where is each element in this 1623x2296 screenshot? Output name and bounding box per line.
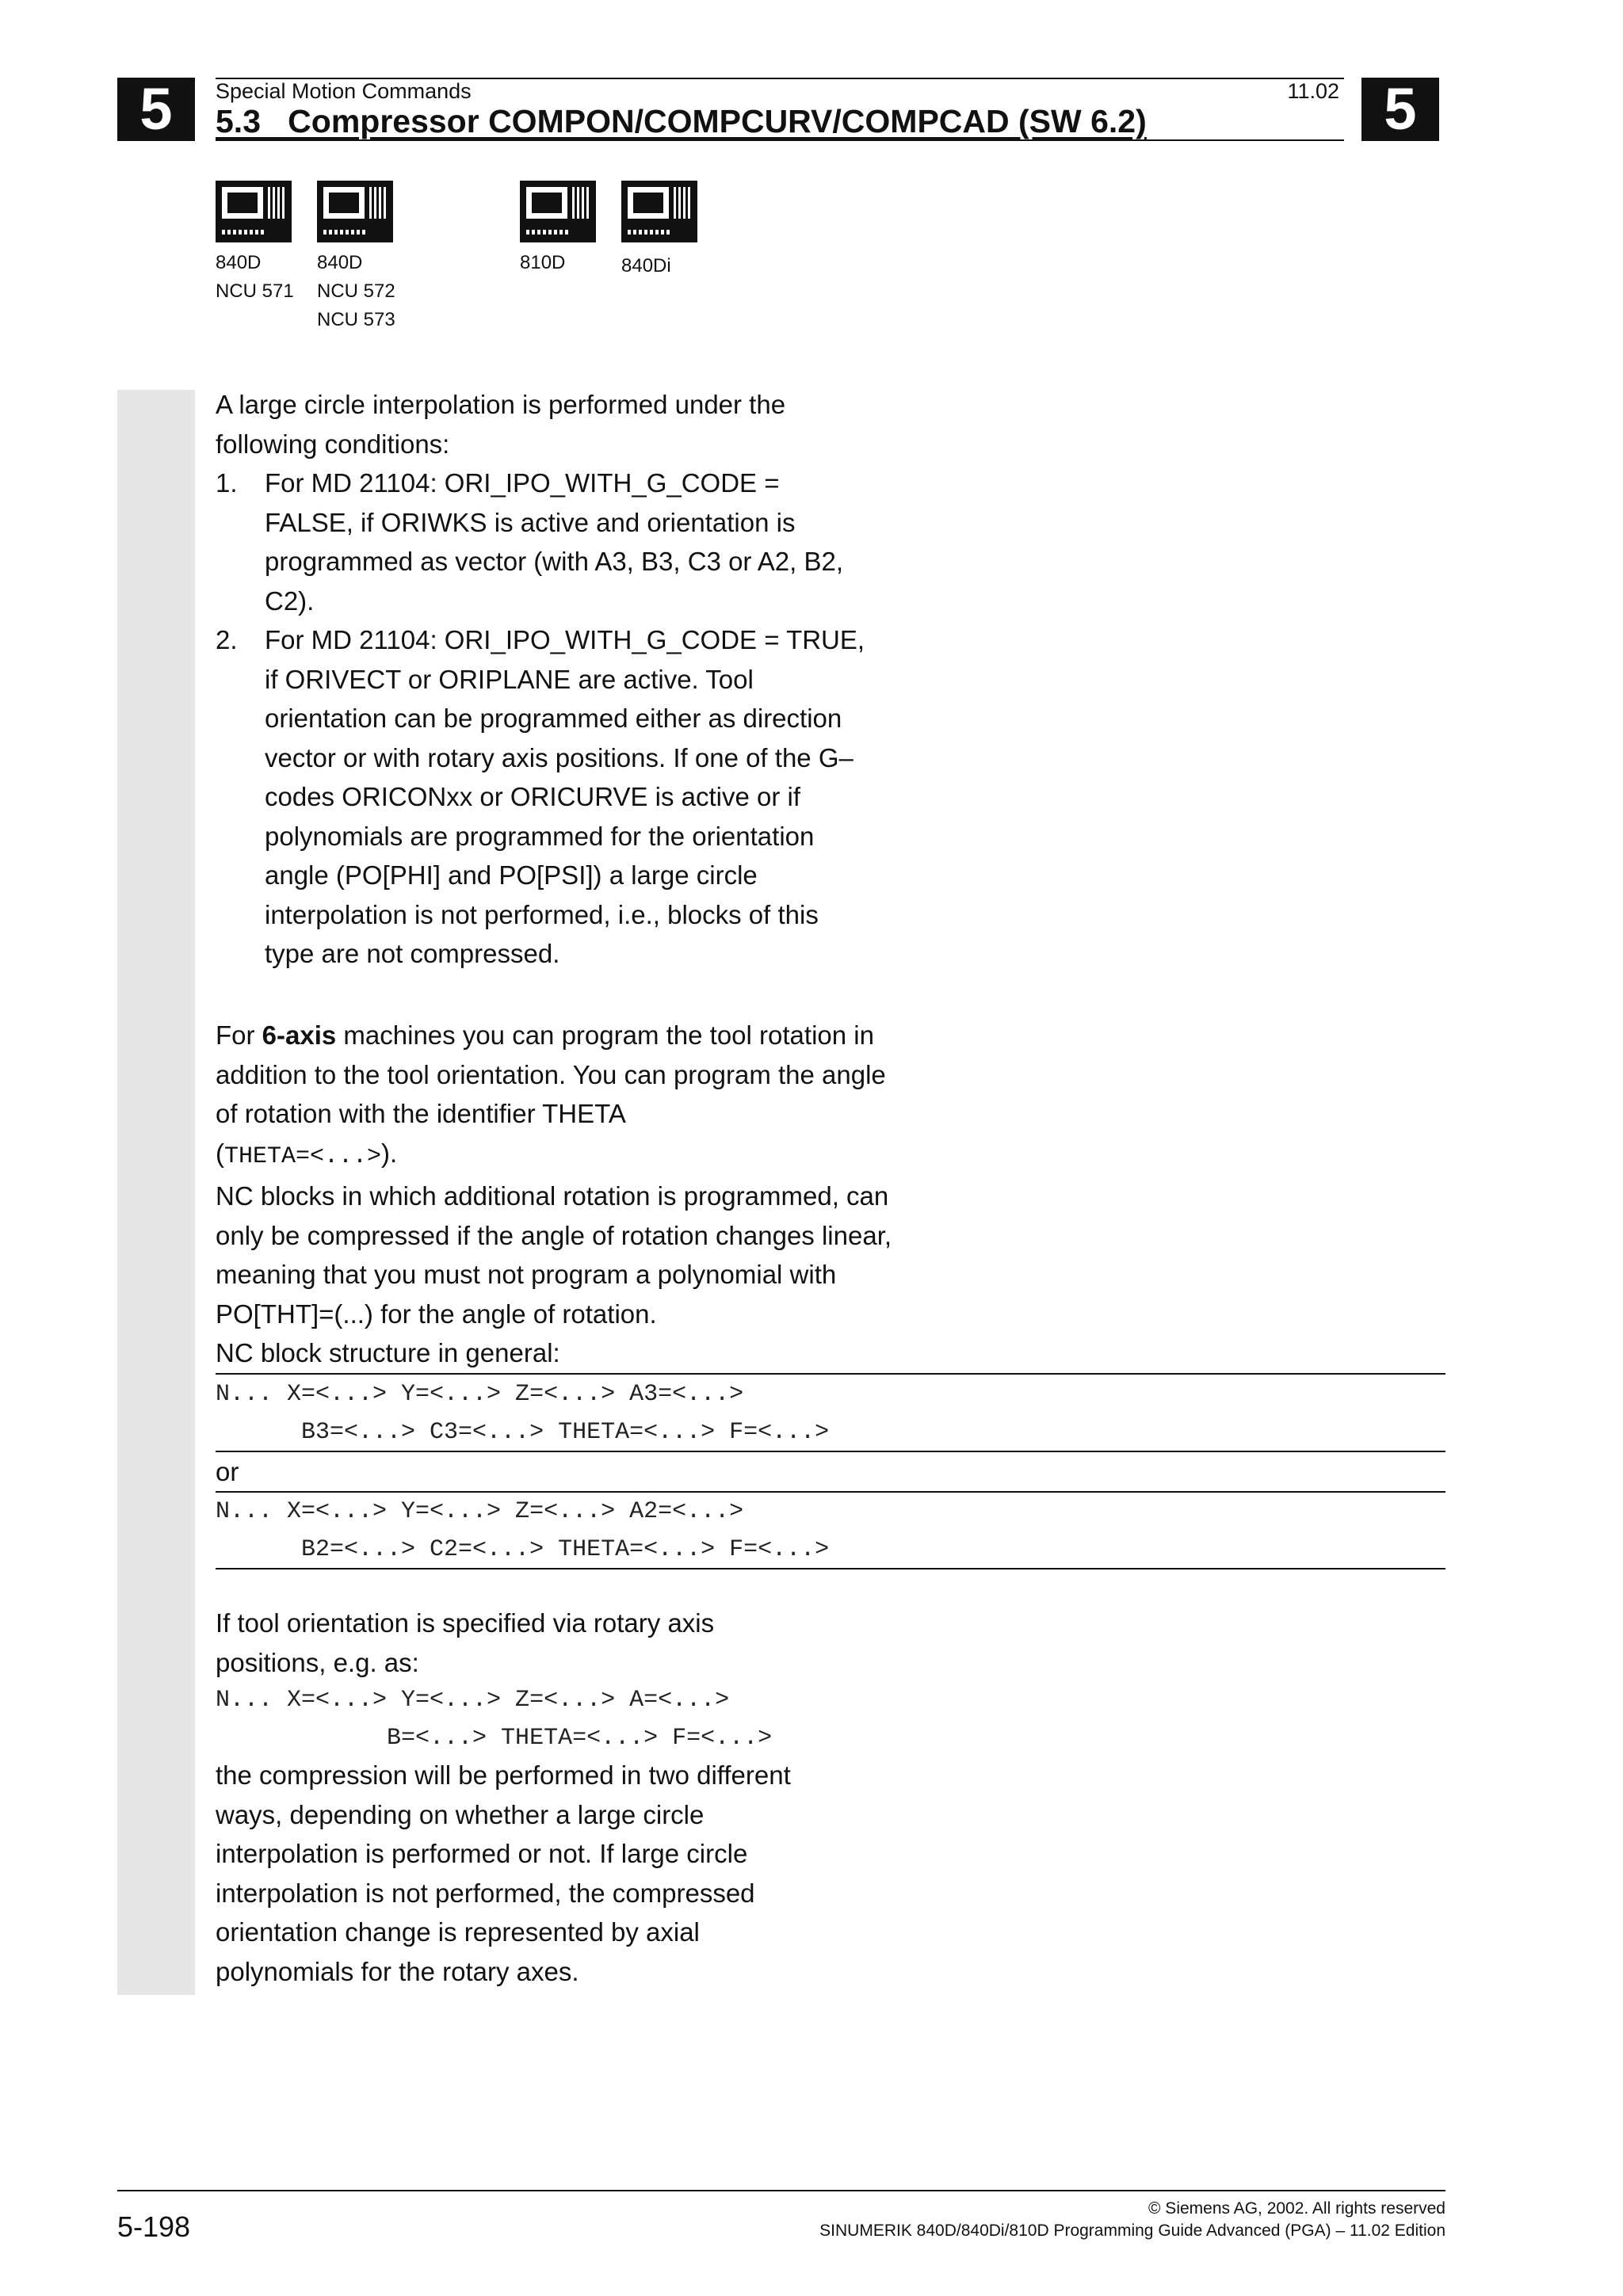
code-block-3	[216, 1681, 772, 1757]
code-line: B2=<...> C2=<...> THETA=<...> F=<...>	[216, 1536, 830, 1563]
control-label: 840D NCU 572 NCU 573	[317, 252, 395, 330]
list-number: 1.	[216, 468, 238, 498]
margin-sidebar-bar	[117, 390, 195, 1995]
control-panel-icon	[216, 181, 292, 242]
or-label: or	[216, 1457, 239, 1486]
code-line: N... X=<...> Y=<...> Z=<...> A2=<...>	[216, 1498, 744, 1525]
footer-copyright: © Siemens AG, 2002. All rights reserved	[1148, 2199, 1445, 2218]
control-panel-icon	[317, 181, 393, 242]
control-840d-ncu571	[216, 181, 294, 306]
structure-label: NC block structure in general:	[216, 1338, 560, 1367]
compression-paragraph: the compression will be performed in two different ways, depending on whether a large circle interpolation is performed or not. If large circle interpolation is not performed, the compressed orientation change is represented by axial polynomials for the rotary axes.	[216, 1760, 791, 1986]
list-number: 2.	[216, 625, 238, 654]
header-bottom-rule	[216, 139, 1344, 141]
chapter-badge-left: 5	[117, 78, 195, 141]
code-table-rule	[216, 1568, 1445, 1569]
section-title: 5.3 Compressor COMPON/COMPCURV/COMPCAD (SW 6.2)	[216, 103, 1147, 139]
chapter-badge-right: 5	[1361, 78, 1439, 141]
rotary-intro: If tool orientation is specified via rotary axis positions, e.g. as:	[216, 1608, 715, 1677]
list-text: For MD 21104: ORI_IPO_WITH_G_CODE = FALSE, if ORIWKS is active and orientation is programmed as vector (with A3, B3, C3 or A2, B2, C2).	[265, 468, 843, 616]
edition-date: 11.02	[1287, 79, 1339, 103]
page-number: 5-198	[117, 2210, 191, 2243]
theta-syntax: (THETA=<...>).	[216, 1138, 398, 1170]
code-line: B=<...> THETA=<...> F=<...>	[216, 1725, 773, 1752]
section-group-label: Special Motion Commands	[216, 79, 472, 103]
footer-rule	[117, 2190, 1445, 2191]
control-label: 840Di	[621, 255, 671, 277]
code-line: N... X=<...> Y=<...> Z=<...> A=<...>	[216, 1687, 730, 1714]
code-line: N... X=<...> Y=<...> Z=<...> A3=<...>	[216, 1381, 744, 1408]
six-axis-term: 6-axis	[262, 1020, 337, 1050]
control-840d-ncu572-573	[317, 181, 395, 334]
code-block-1	[216, 1375, 829, 1451]
code-line: B3=<...> C3=<...> THETA=<...> F=<...>	[216, 1419, 830, 1446]
control-label: 810D	[520, 252, 566, 273]
control-panel-icon	[621, 181, 697, 242]
footer-doc-title: SINUMERIK 840D/840Di/810D Programming Guide Advanced (PGA) – 11.02 Edition	[819, 2222, 1445, 2240]
control-840di	[621, 181, 697, 280]
list-item	[216, 620, 865, 974]
six-axis-block	[216, 1016, 913, 1373]
code-block-2	[216, 1493, 829, 1569]
conditions-block	[216, 385, 865, 974]
intro-paragraph: A large circle interpolation is performed under the following conditions:	[216, 390, 786, 459]
conditions-list	[216, 463, 865, 974]
theta-code: THETA=<...>	[224, 1142, 382, 1170]
code-table-rule	[216, 1373, 1445, 1375]
control-panel-icon	[520, 181, 596, 242]
control-810d	[520, 181, 596, 277]
six-axis-paragraph: For 6-axis machines you can program the tool rotation in addition to the tool orientation. You can program the angle of rotation with the identifier THETA	[216, 1020, 886, 1128]
list-item	[216, 463, 865, 620]
control-label: 840D NCU 571	[216, 252, 294, 302]
list-text: For MD 21104: ORI_IPO_WITH_G_CODE = TRUE, if ORIVECT or ORIPLANE are active. Tool orientation can be programmed either as direction vector or with rotary axis positions. If one of the G–codes ORICONxx or ORICURVE is active or if polynomials are programmed for the orientation angle (PO[PHI] and PO[PSI]) a large circle interpolation is not performed, i.e., blocks of this type are not compressed.	[265, 625, 865, 968]
rotation-paragraph: NC blocks in which additional rotation is programmed, can only be compressed if the angle of rotation changes linear, meaning that you must not program a polynomial with PO[THT]=(...) for the angle of rotation.	[216, 1181, 892, 1329]
